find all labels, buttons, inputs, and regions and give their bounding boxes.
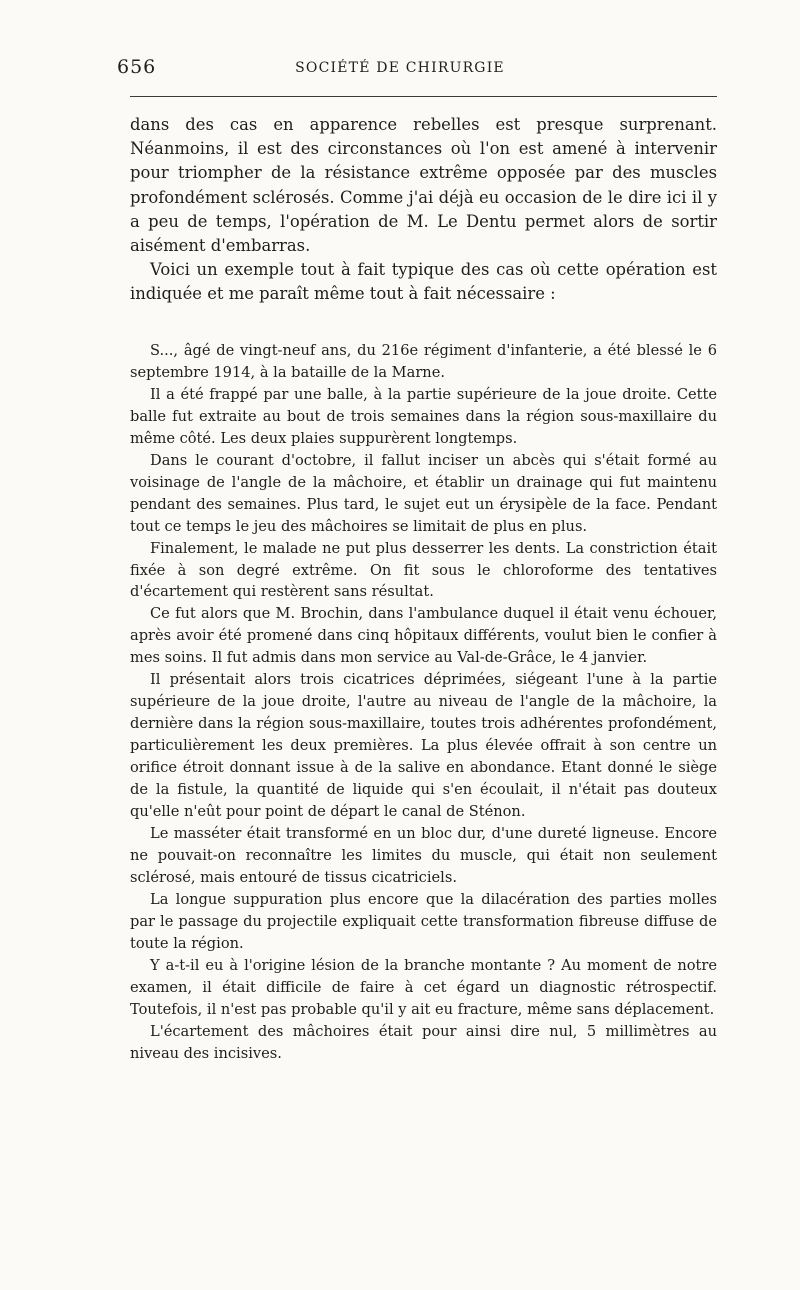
case-paragraph: Ce fut alors que M. Brochin, dans l'ambulance duquel il était venu échouer, après avoir été promené dans cinq hôpitaux différents, voulut bien le confier à mes soins. Il fut admis dans mon service au Val-de-Grâce, le 4 janvier. (130, 605, 717, 667)
body-paragraph: Voici un exemple tout à fait typique des cas où cette opération est indiquée et me paraît même tout à fait nécessaire : (130, 260, 717, 304)
running-head: SOCIÉTÉ DE CHIRURGIE (295, 60, 505, 76)
case-report (130, 340, 717, 1064)
case-paragraph: Dans le courant d'octobre, il fallut inciser un abcès qui s'était formé au voisinage de l'angle de la mâchoire, et établir un drainage qui fut maintenu pendant des semaines. Plus tard, le sujet eut un érysipèle de la face. Pendant tout ce temps le jeu des mâchoires se limitait de plus en plus. (130, 451, 717, 535)
case-paragraph: Le masséter était transformé en un bloc dur, d'une dureté ligneuse. Encore ne pouvait-on reconnaître les limites du muscle, qui était non seulement sclérosé, mais entouré de tissus cicatriciels. (130, 824, 717, 886)
case-paragraph: Y a-t-il eu à l'origine lésion de la branche montante ? Au moment de notre examen, il était difficile de faire à cet égard un diagnostic rétrospectif. Toutefois, il n'est pas probable qu'il y ait eu fracture, même sans déplacement. (130, 956, 717, 1018)
case-paragraph: S..., âgé de vingt-neuf ans, du 216e régiment d'infanterie, a été blessé le 6 septembre 1914, à la bataille de la Marne. (130, 342, 717, 381)
case-paragraph: Finalement, le malade ne put plus desserrer les dents. La constriction était fixée à son degré extrême. On fit sous le chloroforme des tentatives d'écartement qui restèrent sans résultat. (130, 539, 717, 601)
case-paragraph: Il présentait alors trois cicatrices déprimées, siégeant l'une à la partie supérieure de la joue droite, l'autre au niveau de l'angle de la mâchoire, la dernière dans la région sous-maxillaire, toutes trois adhérentes profondément, particulièrement les deux premières. La plus élevée offrait à son centre un orifice étroit donnant issue à de la salive en abondance. Etant donné le siège de la fistule, la quantité de liquide qui s'en écoulait, il n'était pas douteux qu'elle n'eût pour point de départ le canal de Sténon. (130, 671, 717, 821)
body-text (130, 113, 717, 307)
header-rule (130, 96, 717, 97)
body-paragraph: dans des cas en apparence rebelles est presque surprenant. Néanmoins, il est des circonstances où l'on est amené à intervenir pour triompher de la résistance extrême opposée par des muscles profondément sclérosés. Comme j'ai déjà eu occasion de le dire ici il y a peu de temps, l'opération de M. Le Dentu permet alors de sortir aisément d'embarras. (130, 115, 717, 256)
case-paragraph: L'écartement des mâchoires était pour ainsi dire nul, 5 millimètres au niveau des incisives. (130, 1022, 717, 1062)
case-paragraph: La longue suppuration plus encore que la dilacération des parties molles par le passage du projectile expliquait cette transformation fibreuse diffuse de toute la région. (130, 890, 717, 952)
page-number: 656 (117, 56, 157, 78)
case-paragraph: Il a été frappé par une balle, à la partie supérieure de la joue droite. Cette balle fut extraite au bout de trois semaines dans la région sous-maxillaire du même côté. Les deux plaies suppurèrent longtemps. (130, 385, 717, 447)
